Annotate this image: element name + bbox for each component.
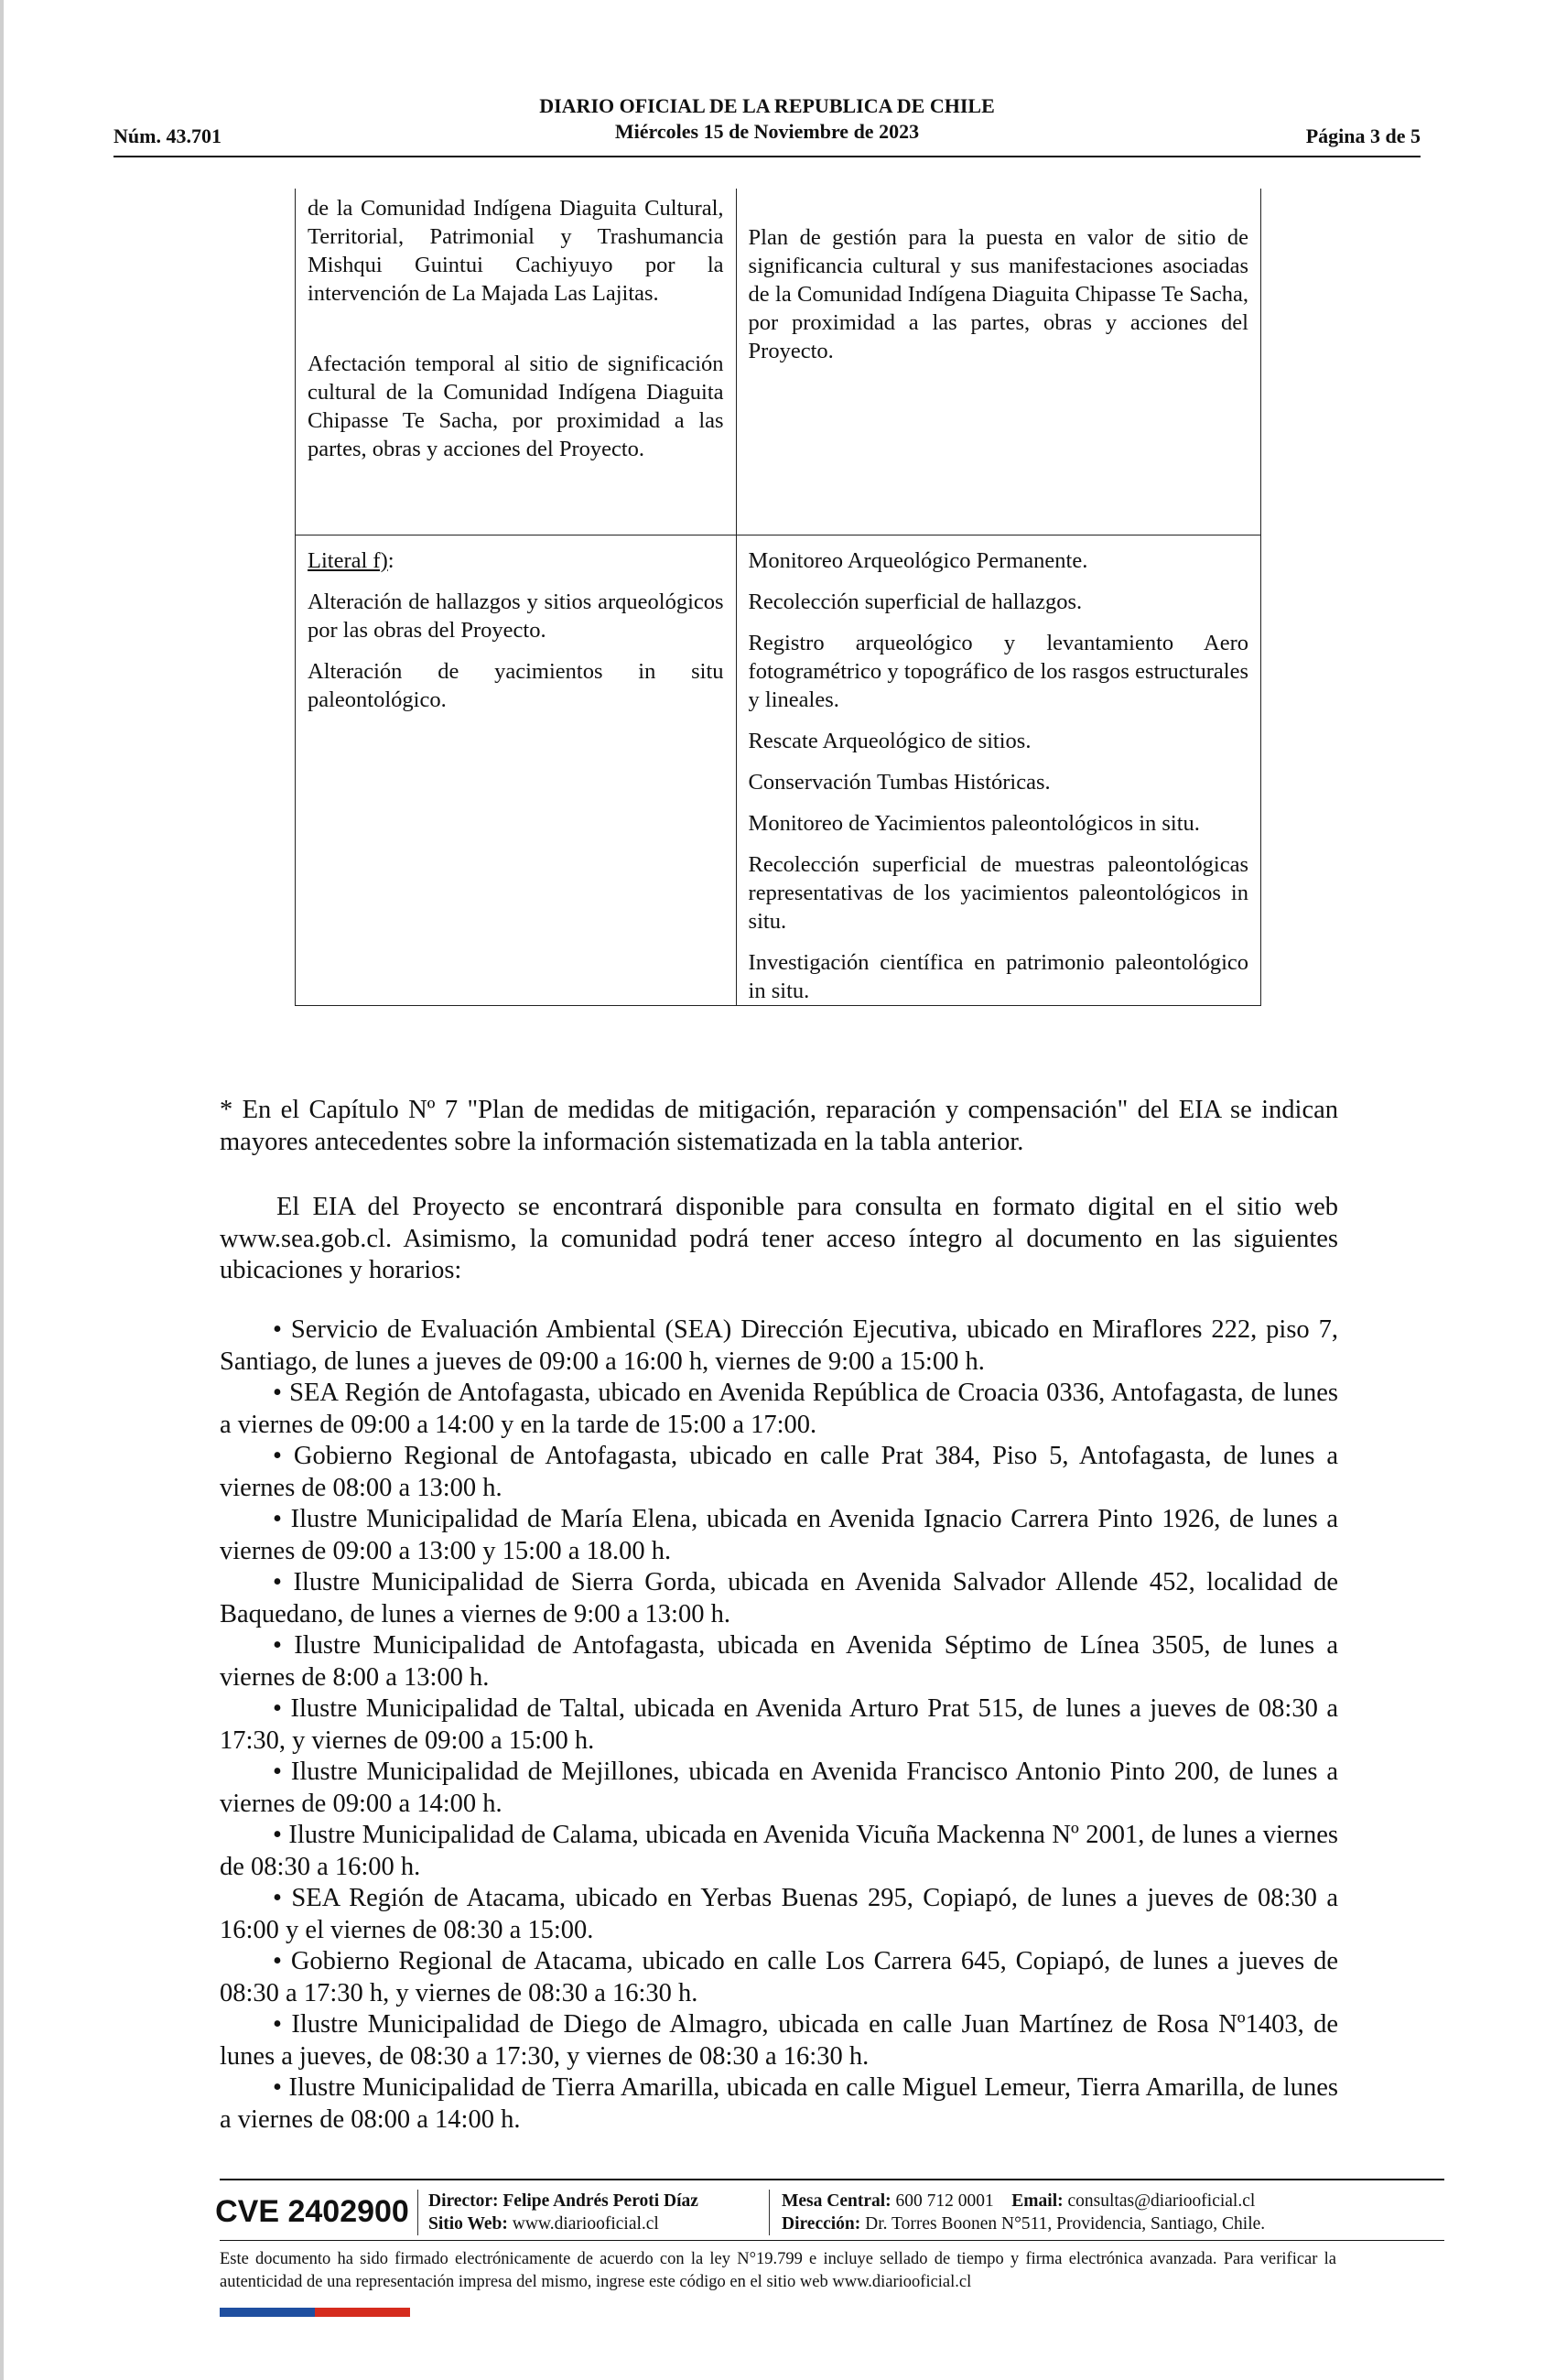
measure-item: Registro arqueológico y levantamiento Aero fotogramétrico y topográfico de los rasgos estructurales y lineales. (748, 630, 1248, 712)
table-cell-impacts (296, 189, 737, 535)
list-item: • Ilustre Municipalidad de Antofagasta, ubicada en Avenida Séptimo de Línea 3505, de lunes a viernes de 8:00 a 13:00 h. (220, 1631, 1338, 1692)
list-item: • Ilustre Municipalidad de María Elena, ubicada en Avenida Ignacio Carrera Pinto 1926, de lunes a viernes de 09:00 a 13:00 y 15:00 a 18.00 h. (220, 1505, 1338, 1565)
publication-title: DIARIO OFICIAL DE LA REPUBLICA DE CHILE (539, 94, 995, 117)
table-row (296, 535, 1261, 1005)
intro-paragraph: El EIA del Proyecto se encontrará disponible para consulta en formato digital en el sitio web www.sea.gob.cl. Asimismo, la comunidad podrá tener acceso íntegro al documento en las siguientes ubicaciones y horarios: (220, 1193, 1338, 1284)
impact-item: Alteración de yacimientos in situ paleontológico. (308, 658, 724, 712)
measure-item: Plan de gestión para la puesta en valor de sitio de significancia cultural y sus manifestaciones asociadas de la Comunidad Indígena Diaguita Chipasse Te Sacha, por proximidad a las partes, obras y acciones del Proyecto. (748, 225, 1248, 363)
list-item: • SEA Región de Antofagasta, ubicado en Avenida República de Croacia 0336, Antofagasta, de lunes a viernes de 09:00 a 14:00 y en la tarde de 15:00 a 17:00. (220, 1379, 1338, 1439)
list-item: • Ilustre Municipalidad de Tierra Amarilla, ubicada en calle Miguel Lemeur, Tierra Amarilla, de lunes a viernes de 08:00 a 14:00 h. (220, 2073, 1338, 2134)
literal-heading: Literal f): (308, 547, 394, 573)
measure-item: Conservación Tumbas Históricas. (748, 769, 1051, 795)
director-name: Felipe Andrés Peroti Díaz (502, 2191, 698, 2211)
measure-item: Recolección superficial de hallazgos. (748, 589, 1083, 614)
cve-code: CVE 2402900 (215, 2194, 409, 2229)
list-item: • Ilustre Municipalidad de Diego de Almagro, ubicada en calle Juan Martínez de Rosa Nº1403, de lunes a jueves, de 08:30 a 17:30, y viernes de 08:30 a 16:30 h. (220, 2010, 1338, 2071)
footer-divider-top (220, 2179, 1444, 2180)
literal-label: Literal f) (308, 547, 388, 573)
page-header (113, 92, 1421, 156)
legal-notice: Este documento ha sido firmado electrónicamente de acuerdo con la ley N°19.799 e incluye sellado de tiempo y firma electrónica avanzada. Para verificar la autenticidad de una representación impresa del mismo, ingrese este código en el sitio web www.diariooficial.cl (220, 2250, 1336, 2291)
footer-separator (769, 2190, 770, 2235)
chile-flag-stripe (220, 2308, 410, 2317)
impacts-measures-table (295, 189, 1261, 1006)
list-item: • SEA Región de Atacama, ubicado en Yerbas Buenas 295, Copiapó, de lunes a jueves de 08:30 a 16:00 y el viernes de 08:30 a 15:00. (220, 1884, 1338, 1944)
phone-number: 600 712 0001 (895, 2191, 994, 2211)
flag-red-segment (315, 2308, 410, 2317)
issue-number: Núm. 43.701 (113, 124, 222, 147)
website-link[interactable]: www.diariooficial.cl (512, 2214, 659, 2234)
measure-item: Monitoreo de Yacimientos paleontológicos in situ. (748, 810, 1200, 836)
table-cell-impacts (296, 535, 737, 1005)
flag-blue-segment (220, 2308, 315, 2317)
measure-item: Monitoreo Arqueológico Permanente. (748, 547, 1088, 573)
table-footnote: * En el Capítulo Nº 7 "Plan de medidas de mitigación, reparación y compensación" del EIA se indican mayores antecedentes sobre la información sistematizada en la tabla anterior. (220, 1096, 1338, 1156)
impact-item: Afectación temporal al sitio de significación cultural de la Comunidad Indígena Diaguita Chipasse Te Sacha, por proximidad a las partes, obras y acciones del Proyecto. (308, 352, 724, 461)
list-item: • Ilustre Municipalidad de Taltal, ubicada en Avenida Arturo Prat 515, de lunes a jueves de 08:30 a 17:30, y viernes de 09:00 a 15:00 h. (220, 1694, 1338, 1755)
list-item: • Ilustre Municipalidad de Mejillones, ubicada en Avenida Francisco Antonio Pinto 200, de lunes a viernes de 09:00 a 14:00 h. (220, 1758, 1338, 1818)
footer-contact-block: Mesa Central: 600 712 0001 Email: consultas@diariooficial.cl Dirección: Dr. Torres Boonen N°511, Providencia, Santiago, Chile. (782, 2191, 1266, 2234)
locations-list (220, 1314, 1338, 2136)
footer-separator (417, 2190, 418, 2235)
list-item: • Gobierno Regional de Atacama, ubicado en calle Los Carrera 645, Copiapó, de lunes a jueves de 08:30 a 17:30 h, y viernes de 08:30 a 16:30 h. (220, 1947, 1338, 2007)
footer-divider-bottom (220, 2240, 1444, 2241)
footer-director-block: Director: Felipe Andrés Peroti Díaz Sitio Web: www.diariooficial.cl (428, 2191, 698, 2234)
address: Dr. Torres Boonen N°511, Providencia, Santiago, Chile. (865, 2214, 1266, 2234)
list-item: • Ilustre Municipalidad de Sierra Gorda, ubicada en Avenida Salvador Allende 452, localidad de Baquedano, de lunes a viernes de 9:00 a 13:00 h. (220, 1568, 1338, 1628)
header-divider (113, 156, 1421, 157)
header-center (113, 93, 1421, 145)
measure-item: Recolección superficial de muestras paleontológicas representativas de los yacimientos paleontológicos in situ. (748, 851, 1248, 934)
list-item: • Servicio de Evaluación Ambiental (SEA) Dirección Ejecutiva, ubicado en Miraflores 222, piso 7, Santiago, de lunes a jueves de 09:00 a 16:00 h, viernes de 9:00 a 15:00 h. (220, 1315, 1338, 1376)
table-cell-measures (736, 535, 1260, 1005)
email-link[interactable]: consultas@diariooficial.cl (1067, 2191, 1256, 2211)
table-row (296, 189, 1261, 535)
publication-date: Miércoles 15 de Noviembre de 2023 (614, 120, 920, 143)
page-number: Página 3 de 5 (1305, 124, 1421, 147)
table-cell-measures (736, 189, 1260, 535)
list-item: • Ilustre Municipalidad de Calama, ubicada en Avenida Vicuña Mackenna Nº 2001, de lunes a viernes de 08:30 a 16:00 h. (220, 1821, 1338, 1881)
measure-item: Investigación científica en patrimonio paleontológico in situ. (748, 949, 1248, 1003)
impact-item: de la Comunidad Indígena Diaguita Cultural, Territorial, Patrimonial y Trashumancia Mishqui Guintui Cachiyuyo por la intervención de La Majada Las Lajitas. (308, 196, 724, 306)
list-item: • Gobierno Regional de Antofagasta, ubicado en calle Prat 384, Piso 5, Antofagasta, de lunes a viernes de 08:00 a 13:00 h. (220, 1442, 1338, 1502)
measure-item: Rescate Arqueológico de sitios. (748, 728, 1032, 753)
impact-item: Alteración de hallazgos y sitios arqueológicos por las obras del Proyecto. (308, 589, 724, 643)
